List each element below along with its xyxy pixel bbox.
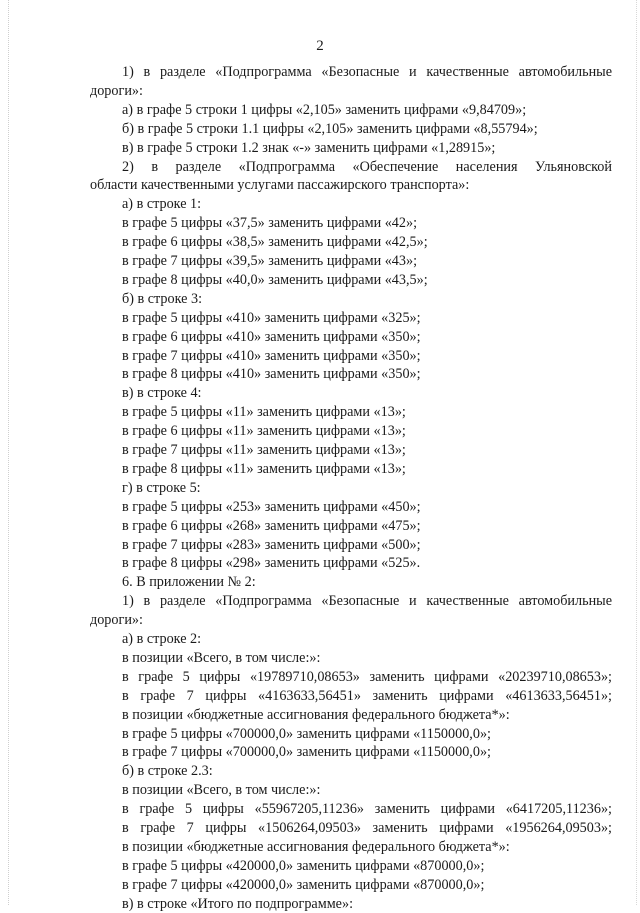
text-line: в графе 7 цифры «11» заменить цифрами «13»;	[122, 442, 406, 458]
text-line: дороги»:	[90, 82, 143, 99]
text-line: в) в графе 5 строки 1.2 знак «-» заменить цифрами «1,28915»;	[122, 139, 496, 156]
text-line: 6. В приложении № 2:	[122, 574, 256, 591]
text-line: в графе 5 цифры «410» заменить цифрами «325»;	[122, 309, 421, 326]
text-line: в графе 7 цифры «39,5» заменить цифрами «43»;	[122, 253, 418, 269]
text-line: области качественными услугами пассажирского транспорта»:	[90, 177, 470, 194]
text-line: б) в строке 3:	[122, 290, 203, 307]
text-line: в позиции «бюджетные ассигнования федерального бюджета*»:	[122, 706, 510, 723]
text-line: в графе 5 цифры «700000,0» заменить цифрами «1150000,0»;	[122, 725, 491, 742]
text-line: в графе 7 цифры «420000,0» заменить цифрами «870000,0»;	[122, 876, 485, 893]
text-line: в графе 6 цифры «268» заменить цифрами «475»;	[122, 517, 421, 534]
page-number: 2	[316, 38, 324, 54]
text-line: в позиции «Всего, в том числе:»:	[122, 782, 321, 799]
text-line: в графе 5 цифры «420000,0» заменить цифрами «870000,0»;	[122, 857, 485, 874]
text-line: в графе 5 цифры «19789710,08653» заменить цифрами «20239710,08653»;	[122, 668, 612, 685]
text-line: в позиции «бюджетные ассигнования федерального бюджета*»:	[122, 838, 510, 855]
text-line: в позиции «Всего, в том числе:»:	[122, 649, 321, 666]
text-line: в) в строке 4:	[122, 385, 202, 402]
text-line: г) в строке 5:	[122, 479, 201, 496]
text-line: в графе 5 цифры «55967205,11236» заменить цифрами «6417205,11236»;	[122, 801, 612, 818]
text-line: в графе 7 цифры «1506264,09503» заменить цифрами «1956264,09503»;	[122, 820, 612, 836]
text-line: б) в графе 5 строки 1.1 цифры «2,105» заменить цифрами «8,55794»;	[122, 120, 538, 137]
text-line: б) в строке 2.3:	[122, 763, 213, 780]
text-line: в графе 7 цифры «283» заменить цифрами «500»;	[122, 536, 421, 553]
right-margin-rule	[636, 0, 637, 905]
text-line: дороги»:	[90, 612, 143, 629]
text-line: в графе 7 цифры «4163633,56451» заменить цифрами «4613633,56451»;	[122, 687, 612, 704]
text-line: в графе 8 цифры «298» заменить цифрами «525».	[122, 555, 421, 572]
text-line: в графе 6 цифры «11» заменить цифрами «13»;	[122, 423, 406, 440]
text-line: в графе 6 цифры «38,5» заменить цифрами «42,5»;	[122, 234, 428, 251]
text-line: а) в графе 5 строки 1 цифры «2,105» заменить цифрами «9,84709»;	[122, 101, 527, 118]
text-line: 1) в разделе «Подпрограмма «Безопасные и качественные автомобильные	[122, 64, 612, 80]
text-line: в графе 8 цифры «11» заменить цифрами «13»;	[122, 460, 406, 477]
text-line: 2) в разделе «Подпрограмма «Обеспечение населения Ульяновской	[122, 158, 612, 175]
text-line: в графе 7 цифры «410» заменить цифрами «350»;	[122, 347, 421, 364]
text-line: в графе 8 цифры «410» заменить цифрами «350»;	[122, 366, 421, 383]
left-margin-rule	[8, 0, 9, 905]
text-line: в графе 6 цифры «410» заменить цифрами «350»;	[122, 328, 421, 345]
text-line: в) в строке «Итого по подпрограмме»:	[122, 895, 354, 912]
text-line: в графе 7 цифры «700000,0» заменить цифрами «1150000,0»;	[122, 744, 491, 761]
text-line: в графе 5 цифры «253» заменить цифрами «450»;	[122, 498, 421, 515]
text-line: а) в строке 1:	[122, 196, 202, 213]
text-line: 1) в разделе «Подпрограмма «Безопасные и качественные автомобильные	[122, 593, 612, 610]
text-line: в графе 8 цифры «40,0» заменить цифрами «43,5»;	[122, 271, 428, 288]
text-line: в графе 5 цифры «37,5» заменить цифрами «42»;	[122, 215, 418, 232]
text-line: в графе 5 цифры «11» заменить цифрами «13»;	[122, 404, 406, 421]
text-line: а) в строке 2:	[122, 631, 202, 647]
